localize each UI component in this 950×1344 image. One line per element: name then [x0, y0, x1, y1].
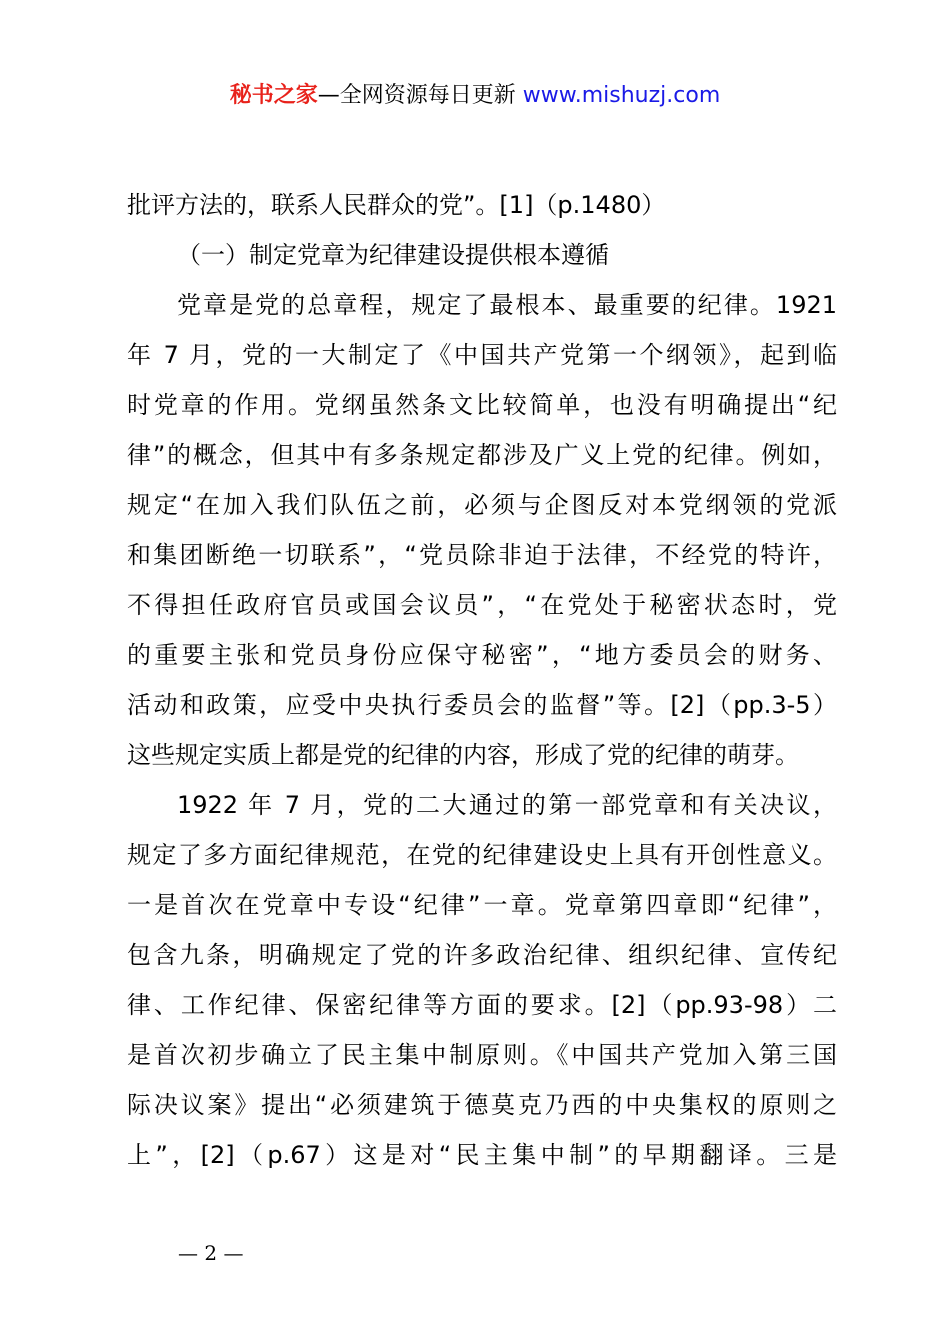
document-body [127, 180, 837, 1180]
body-line: 律”的概念，但其中有多条规定都涉及广义上党的纪律。例如， [127, 441, 837, 469]
body-line: 年 7 月，党的一大制定了《中国共产党第一个纲领》，起到临 [127, 341, 837, 369]
body-line: 一是首次在党章中专设“纪律”一章。党章第四章即“纪律”， [127, 891, 837, 919]
body-line: 际决议案》提出“必须建筑于德莫克乃西的中央集权的原则之 [127, 1091, 837, 1119]
site-url-link[interactable]: www.mishuzj.com [522, 83, 721, 108]
body-line: 批评方法的，联系人民群众的党”。[1]（p.1480） [127, 191, 666, 219]
body-line: 不得担任政府官员或国会议员”，“在党处于秘密状态时，党 [127, 591, 837, 619]
body-line: 上”，[2]（p.67）这是对“民主集中制”的早期翻译。三是 [127, 1141, 837, 1169]
body-line: 律、工作纪律、保密纪律等方面的要求。[2]（pp.93-98）二 [127, 991, 837, 1019]
body-line: 时党章的作用。党纲虽然条文比较简单，也没有明确提出“纪 [127, 391, 837, 419]
body-line: 党章是党的总章程，规定了最根本、最重要的纪律。1921 [177, 291, 837, 319]
section-heading: （一）制定党章为纪律建设提供根本遵循 [177, 241, 609, 269]
body-line: 规定“在加入我们队伍之前，必须与企图反对本党纲领的党派 [127, 491, 837, 519]
body-line: 这些规定实质上都是党的纪律的内容，形成了党的纪律的萌芽。 [127, 741, 799, 769]
body-line: 是首次初步确立了民主集中制原则。《中国共产党加入第三国 [127, 1041, 837, 1069]
body-line: 1922 年 7 月，党的二大通过的第一部党章和有关决议， [177, 791, 837, 819]
site-brand: 秘书之家 [229, 83, 318, 108]
page-number: — 2 — [178, 1241, 244, 1265]
body-line: 的重要主张和党员身份应保守秘密”，“地方委员会的财务、 [127, 641, 837, 669]
site-header [0, 80, 950, 112]
site-tagline: —全网资源每日更新 [317, 83, 516, 108]
body-line: 和集团断绝一切联系”，“党员除非迫于法律，不经党的特许， [127, 541, 837, 569]
body-line: 规定了多方面纪律规范，在党的纪律建设史上具有开创性意义。 [127, 841, 837, 869]
body-line: 活动和政策，应受中央执行委员会的监督”等。[2]（pp.3-5） [127, 691, 837, 719]
body-line: 包含九条，明确规定了党的许多政治纪律、组织纪律、宣传纪 [127, 941, 837, 969]
